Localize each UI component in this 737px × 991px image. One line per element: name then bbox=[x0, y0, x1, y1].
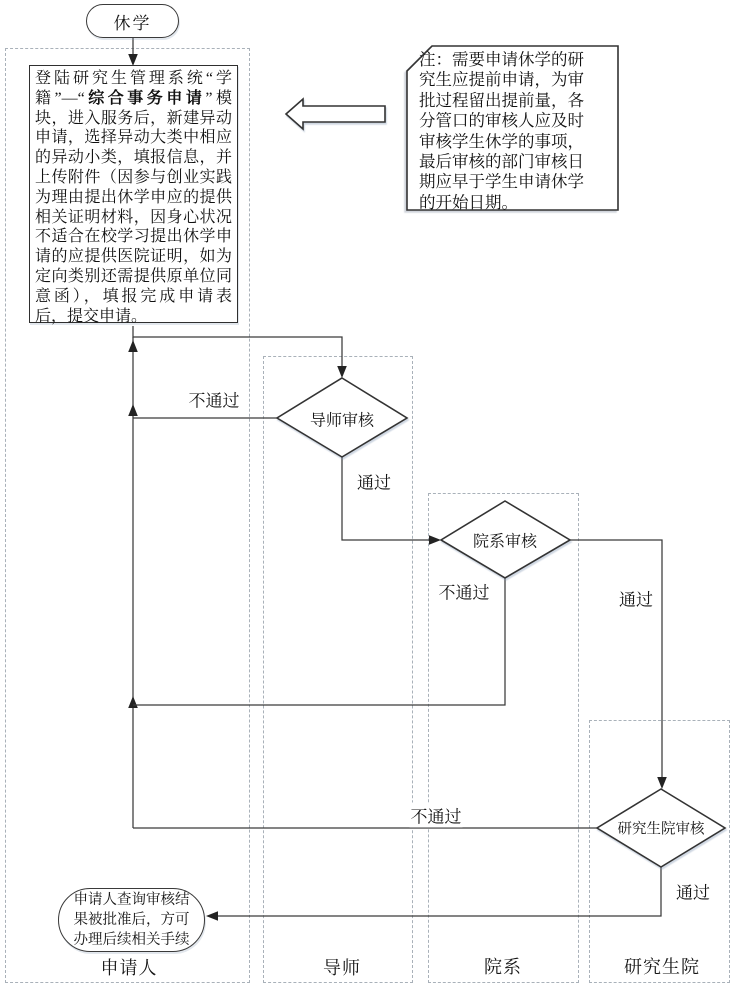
arrowhead-right-icon bbox=[429, 535, 441, 545]
edge-label-department-pass: 通过 bbox=[618, 586, 654, 611]
connector-process-to-advisor bbox=[133, 326, 342, 374]
arrowhead-up-icon bbox=[128, 696, 138, 708]
block-arrow-left-icon bbox=[286, 99, 385, 129]
arrowhead-up-icon bbox=[128, 404, 138, 416]
decision-gradschool-label: 研究生院审核 bbox=[617, 821, 705, 838]
arrowhead-left-icon bbox=[206, 911, 218, 921]
edge-label-gradschool-pass: 通过 bbox=[675, 879, 711, 904]
lane-label-department: 院系 bbox=[484, 957, 522, 977]
decision-advisor-label: 导师审核 bbox=[309, 412, 375, 430]
connector-department-pass bbox=[570, 540, 662, 785]
process-text-post: ”模块，进入服务后，新建异动申请，选择异动大类中相应的异动小类，填报信息，并上传附件（因参与创业实践为理由提出休学申应的提供相关证明材料，因身心状况不适合在校学习提出休学申请的应提供医院证明，如为定向类别还需提供原单位同意函），填报完成申请表后，提交申请。 bbox=[35, 89, 232, 325]
process-text-bold: 综合事务申请 bbox=[84, 89, 206, 107]
start-terminator bbox=[86, 4, 179, 38]
edge-label-advisor-fail: 不通过 bbox=[188, 387, 241, 412]
arrowhead-down-icon bbox=[337, 366, 347, 378]
edge-label-gradschool-fail: 不通过 bbox=[410, 803, 463, 828]
lane-label-advisor: 导师 bbox=[323, 958, 361, 978]
end-label: 申请人查询审核结果被批准后，方可办理后续相关手续 bbox=[73, 892, 190, 948]
connector-gradschool-pass bbox=[210, 867, 661, 916]
note-text: 注：需要申请休学的研究生应提前申请，为审批过程留出提前量，各分管口的审核人应及时审核学生休学的事项，最后审核的部门审核日期应早于学生申请休学的开始日期。 bbox=[419, 50, 584, 212]
arrowhead-down-icon bbox=[657, 777, 667, 789]
start-label: 休学 bbox=[113, 13, 152, 33]
lane-label-graduate-school: 研究生院 bbox=[624, 957, 700, 977]
process-text-pre: 登陆研究生管理系统“学籍”—“ bbox=[35, 70, 232, 107]
process-box bbox=[29, 65, 238, 323]
edge-label-department-fail: 不通过 bbox=[438, 579, 491, 604]
lane-label-applicant: 申请人 bbox=[100, 958, 158, 978]
edge-label-advisor-pass: 通过 bbox=[356, 469, 392, 494]
decision-department-label: 院系审核 bbox=[472, 533, 538, 551]
arrowhead-up-icon bbox=[128, 340, 138, 352]
end-terminator bbox=[58, 888, 205, 952]
